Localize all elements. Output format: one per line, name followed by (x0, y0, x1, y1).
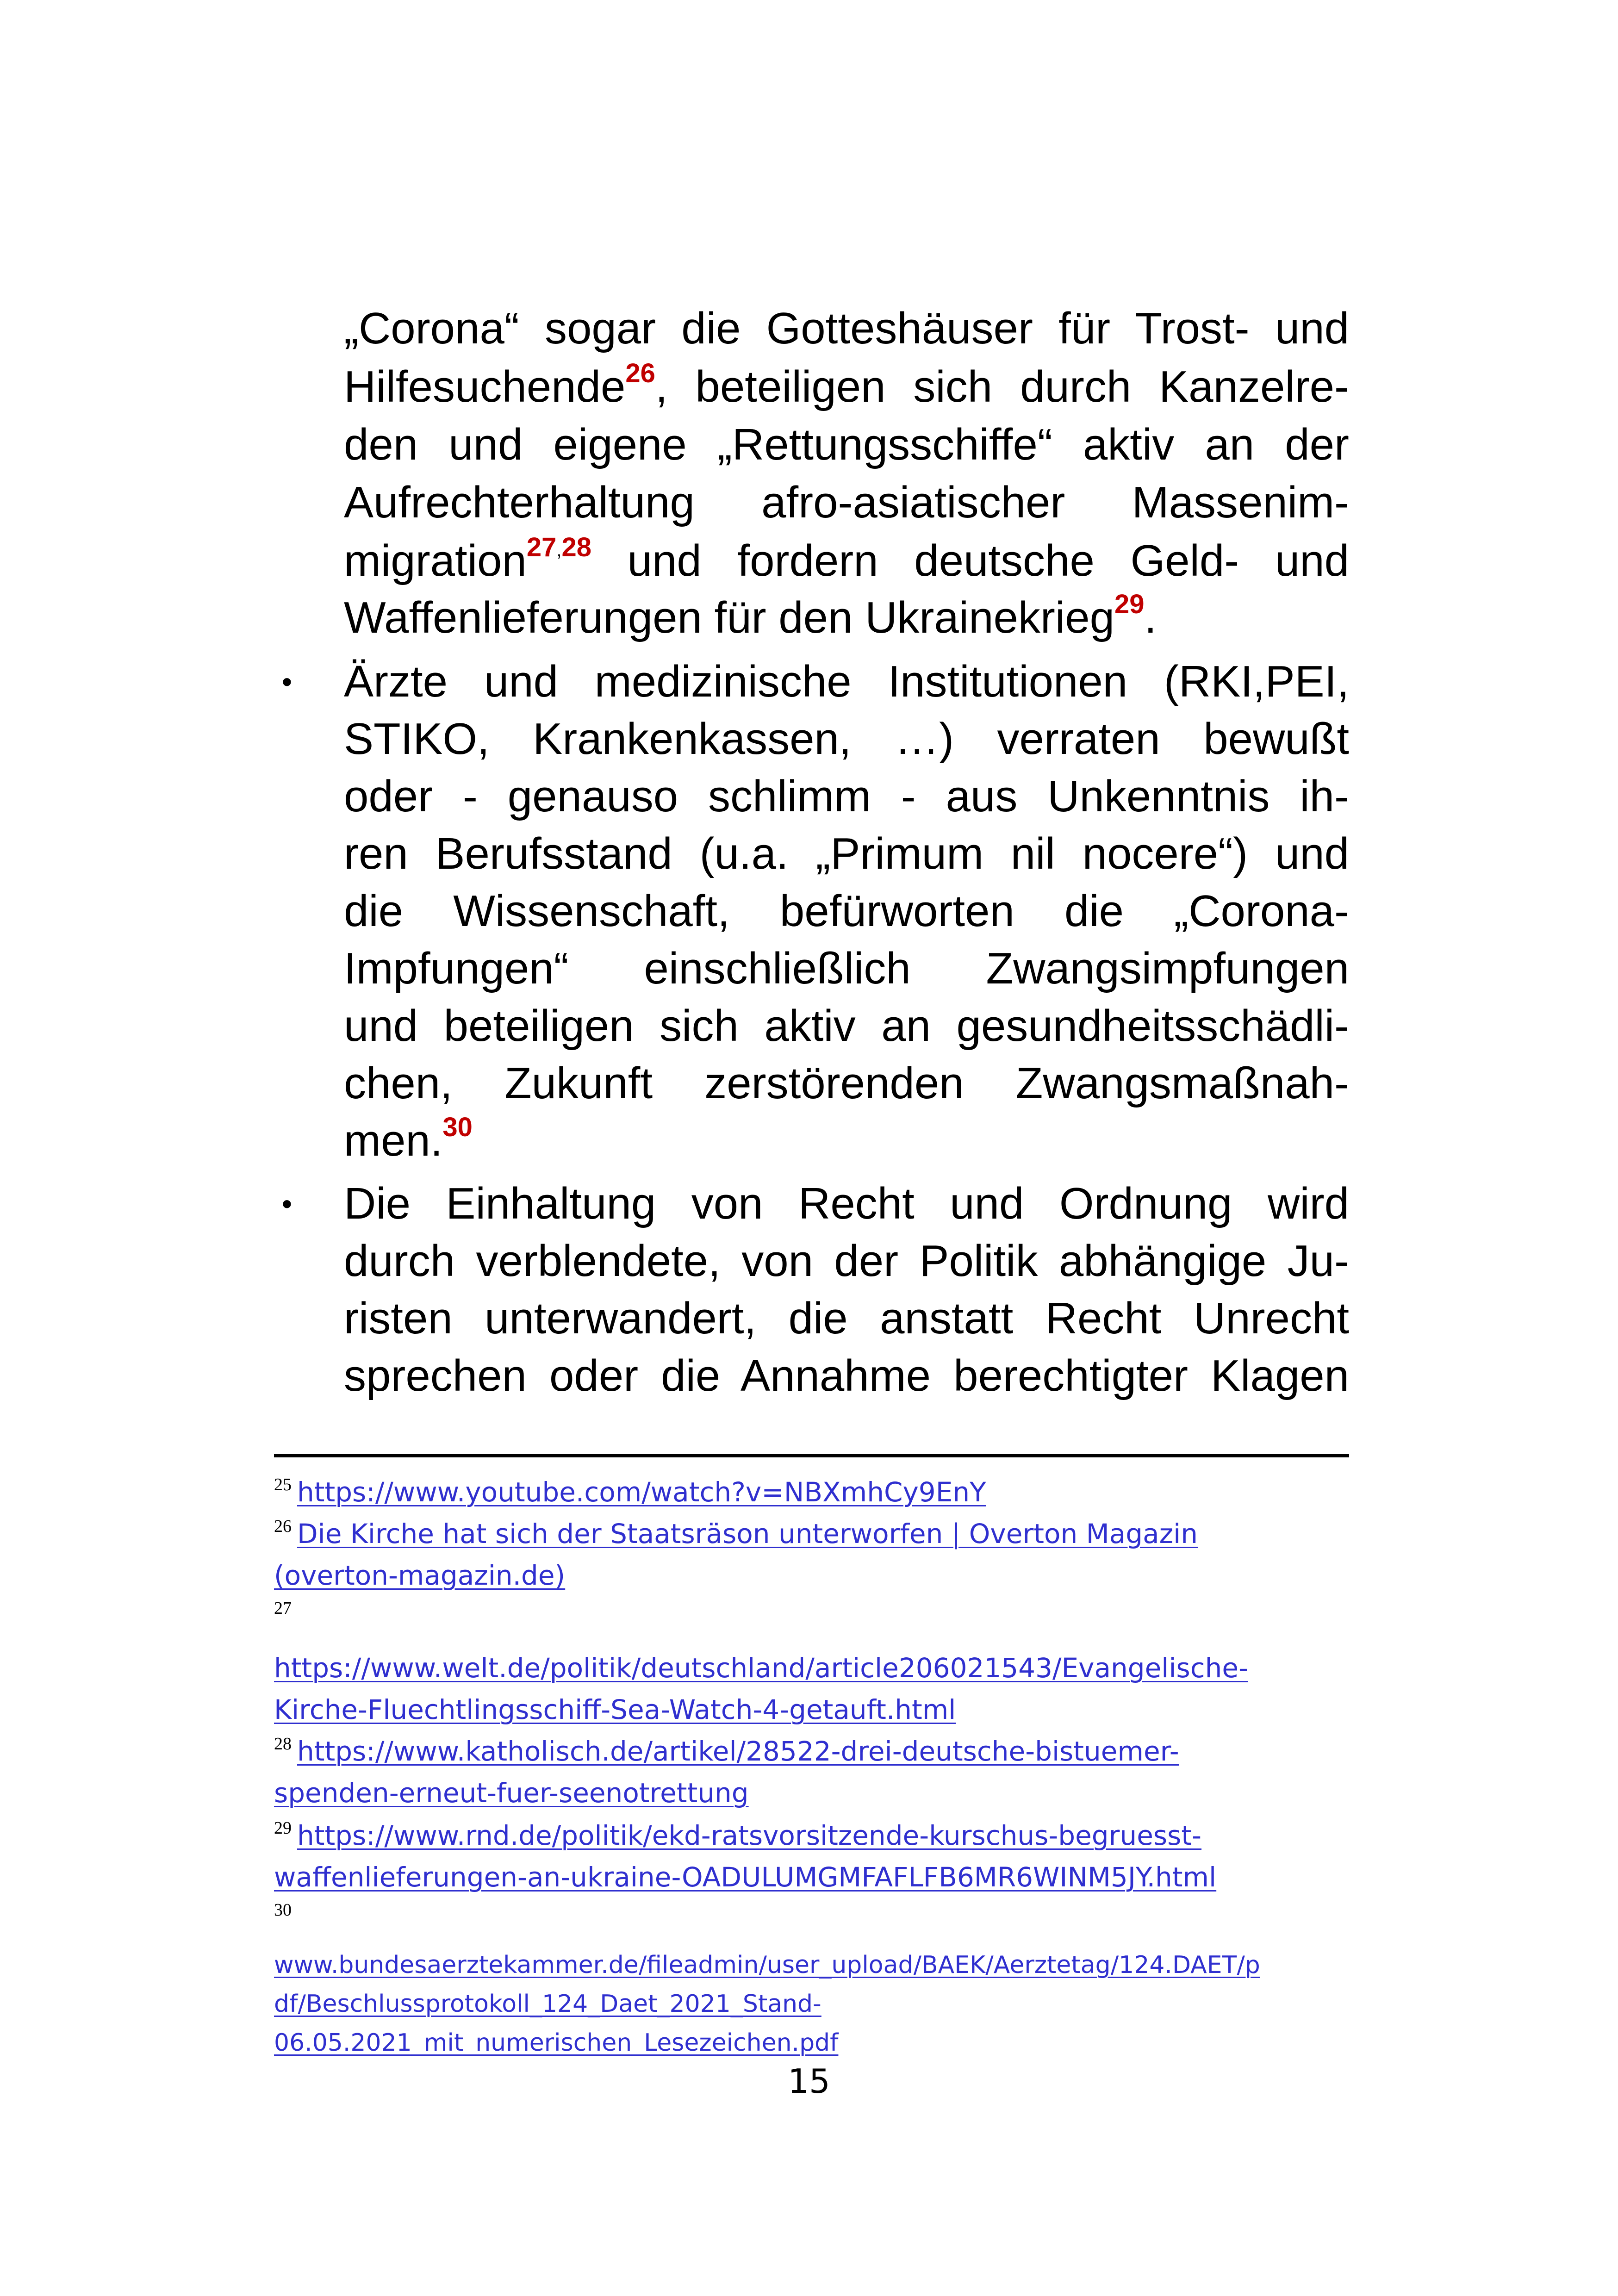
body-line: chen, Zukunft zerstörenden Zwangsmaßnah- (344, 1058, 1349, 1108)
body-line: ren Berufsstand (u.a. „Primum nil nocere“) und (344, 829, 1349, 878)
body-line: „Corona“ sogar die Gotteshäuser für Trost- und (344, 304, 1349, 353)
footnote-link[interactable]: https://www.rnd.de/politik/ekd-ratsvorsitzende-kurschus-begruesst- (297, 1820, 1202, 1851)
footnote-ref[interactable]: 28 (561, 532, 591, 562)
page-number: 15 (788, 2062, 830, 2101)
body-line: Ärzte und medizinische Institutionen (RKI,PEI, (344, 657, 1349, 706)
body-line: die Wissenschaft, befürworten die „Corona- (344, 886, 1349, 936)
body-line: men.$^{30}$ (344, 1112, 473, 1165)
body-line: sprechen oder die Annahme berechtigter Klagen (344, 1351, 1349, 1400)
footnote-link[interactable]: (overton-magazin.de) (274, 1560, 566, 1591)
footnote-number: 25 (274, 1475, 292, 1494)
footnote-number: 30 (274, 1900, 292, 1920)
body-line: Waffenlieferungen für den Ukrainekrieg$^{29}$. (344, 589, 1157, 642)
footnote-link[interactable]: https://www.welt.de/politik/deutschland/article206021543/Evangelische- (274, 1652, 1248, 1684)
footnote-25 (274, 1471, 1349, 1513)
footnote-number: 27 (274, 1599, 292, 1618)
body-line: Aufrechterhaltung afro-asiatischer Massenim- (344, 478, 1349, 527)
footnote-29-cont (274, 1856, 1349, 1898)
body-line: risten unterwandert, die anstatt Recht Unrecht (344, 1294, 1349, 1343)
body-line: den und eigene „Rettungsschiffe“ aktiv an der (344, 420, 1349, 469)
footnote-ref[interactable]: 29 (1114, 589, 1145, 619)
body-line: Hilfesuchende$^{26}$, beteiligen sich durch Kanzelre- (344, 358, 1349, 411)
footnote-link[interactable]: waffenlieferungen-an-ukraine-OADULUMGMFAFLFB6MR6WINM5JY.html (274, 1861, 1217, 1893)
body-line: Impfungen“ einschließlich Zwangsimpfungen (344, 944, 1349, 993)
body-line: migration$^{27,28}$ und fordern deutsche Geld- und (344, 532, 1349, 585)
footnote-number: 26 (274, 1517, 292, 1536)
footnote-link[interactable]: df/Beschlussprotokoll_124_Daet_2021_Stand- (274, 1990, 821, 2018)
footnote-26 (274, 1512, 1349, 1555)
footnote-27-cont (274, 1688, 1349, 1731)
footnote-link[interactable]: https://www.katholisch.de/artikel/28522-drei-deutsche-bistuemer- (297, 1736, 1179, 1767)
body-line: Die Einhaltung von Recht und Ordnung wird (344, 1179, 1349, 1228)
footnote-link[interactable]: www.bundesaerztekammer.de/fileadmin/user_upload/BAEK/Aerztetag/124.DAET/p (274, 1951, 1260, 1979)
footnote-26-cont (274, 1554, 1349, 1597)
footnote-link[interactable]: spenden-erneut-fuer-seenotrettung (274, 1777, 749, 1809)
body-line: durch verblendete, von der Politik abhängige Ju- (344, 1236, 1349, 1286)
body-line: und beteiligen sich aktiv an gesundheitsschädli- (344, 1001, 1349, 1051)
footnote-link[interactable]: 06.05.2021_mit_numerischen_Lesezeichen.pdf (274, 2029, 839, 2057)
bullet-icon: • (281, 1187, 292, 1220)
footnote-ref[interactable]: 30 (442, 1112, 473, 1142)
footnote-link[interactable]: https://www.youtube.com/watch?v=NBXmhCy9EnY (297, 1476, 986, 1508)
body-line: STIKO, Krankenkassen, …) verraten bewußt (344, 714, 1349, 764)
footnote-link[interactable]: Die Kirche hat sich der Staatsräson unterworfen | Overton Magazin (297, 1518, 1198, 1549)
footnote-29 (274, 1814, 1349, 1857)
footnote-separator (274, 1454, 1349, 1457)
footnote-30 (274, 1944, 1349, 1986)
bullet-icon: • (281, 665, 292, 698)
footnote-number: 28 (274, 1734, 292, 1754)
footnote-30-cont (274, 2022, 1349, 2064)
footnote-28-cont (274, 1772, 1349, 1814)
footnote-30-cont (274, 1983, 1349, 2025)
footnote-27 (274, 1647, 1349, 1689)
footnote-number: 29 (274, 1818, 292, 1838)
footnote-28 (274, 1730, 1349, 1773)
footnote-ref[interactable]: 27 (526, 532, 557, 562)
footnote-link[interactable]: Kirche-Fluechtlingsschiff-Sea-Watch-4-getauft.html (274, 1694, 956, 1725)
footnote-ref[interactable]: 26 (625, 358, 655, 388)
footnote-ref-separator: , (556, 540, 562, 560)
body-line: oder - genauso schlimm - aus Unkenntnis ih- (344, 772, 1349, 821)
